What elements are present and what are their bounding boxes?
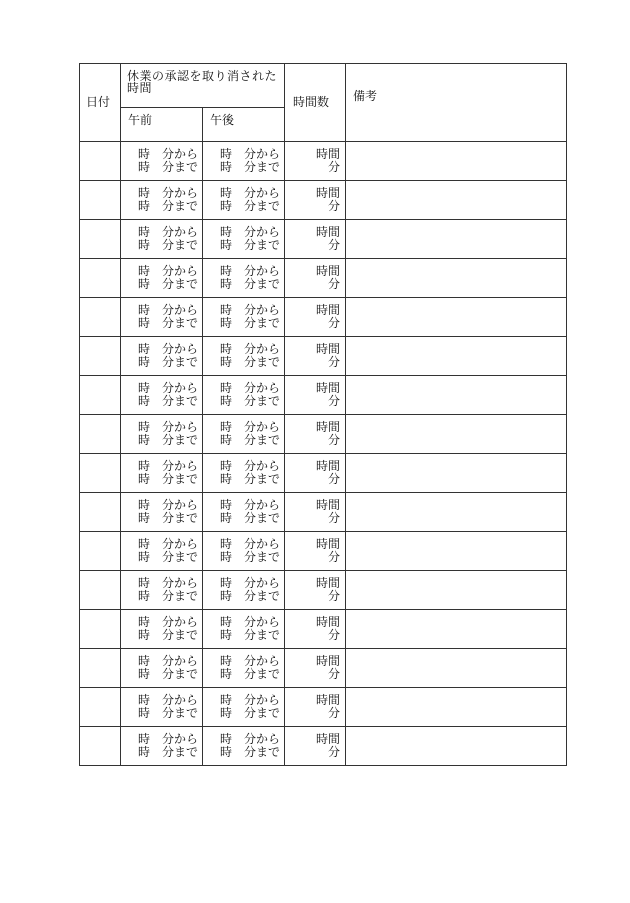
pm-header: 午後 (203, 108, 285, 142)
leave-cancellation-form-table (79, 63, 567, 766)
hours-unit-label: 時間 (315, 147, 340, 161)
hour-label: 時 (138, 654, 151, 668)
hours-unit-label: 時間 (315, 576, 340, 590)
from-label: 分から (244, 537, 281, 551)
hours-unit-label: 時間 (315, 615, 340, 629)
pm-time-cell[interactable] (203, 727, 285, 766)
from-label: 分から (162, 381, 199, 395)
from-label: 分から (244, 420, 281, 434)
from-label: 分から (162, 459, 199, 473)
date-cell[interactable] (80, 259, 121, 298)
remarks-cell[interactable] (346, 532, 567, 571)
hour-label: 時 (138, 420, 151, 434)
until-label: 分まで (162, 550, 199, 564)
hours-cell[interactable] (285, 220, 346, 259)
hour-label: 時 (220, 745, 233, 759)
hour-label: 時 (138, 433, 151, 447)
minutes-unit-label: 分 (327, 277, 340, 291)
remarks-cell[interactable] (346, 142, 567, 181)
pm-time-cell[interactable] (203, 688, 285, 727)
hour-label: 時 (138, 277, 151, 291)
pm-time-cell[interactable] (203, 220, 285, 259)
hour-label: 時 (220, 342, 233, 356)
hour-label: 時 (220, 667, 233, 681)
hour-label: 時 (220, 654, 233, 668)
minutes-unit-label: 分 (327, 550, 340, 564)
hour-label: 時 (220, 225, 233, 239)
remarks-cell[interactable] (346, 220, 567, 259)
from-label: 分から (244, 498, 281, 512)
hours-cell[interactable] (285, 376, 346, 415)
am-time-cell[interactable] (121, 727, 203, 766)
hour-label: 時 (138, 238, 151, 252)
hour-label: 時 (138, 186, 151, 200)
hour-label: 時 (138, 732, 151, 746)
until-label: 分まで (244, 238, 281, 252)
am-time-cell[interactable] (121, 415, 203, 454)
hour-label: 時 (138, 472, 151, 486)
from-label: 分から (162, 537, 199, 551)
hours-unit-label: 時間 (315, 420, 340, 434)
am-time-cell[interactable] (121, 298, 203, 337)
until-label: 分まで (162, 667, 199, 681)
hour-label: 時 (220, 199, 233, 213)
minutes-unit-label: 分 (327, 238, 340, 252)
hours-unit-label: 時間 (315, 654, 340, 668)
until-label: 分まで (244, 706, 281, 720)
pm-time-cell[interactable] (203, 493, 285, 532)
from-label: 分から (162, 693, 199, 707)
until-label: 分まで (162, 628, 199, 642)
table-row (80, 493, 567, 532)
remarks-cell[interactable] (346, 181, 567, 220)
minutes-unit-label: 分 (327, 628, 340, 642)
from-label: 分から (244, 264, 281, 278)
table-row (80, 376, 567, 415)
date-cell[interactable] (80, 610, 121, 649)
until-label: 分まで (244, 355, 281, 369)
date-cell[interactable] (80, 571, 121, 610)
hour-label: 時 (220, 732, 233, 746)
hour-label: 時 (220, 147, 233, 161)
am-time-cell[interactable] (121, 142, 203, 181)
hour-label: 時 (220, 706, 233, 720)
from-label: 分から (244, 693, 281, 707)
until-label: 分まで (162, 589, 199, 603)
pm-time-cell[interactable] (203, 337, 285, 376)
from-label: 分から (162, 420, 199, 434)
hour-label: 時 (138, 160, 151, 174)
hour-label: 時 (138, 511, 151, 525)
am-time-cell[interactable] (121, 259, 203, 298)
table-row (80, 727, 567, 766)
remarks-cell[interactable] (346, 571, 567, 610)
am-time-cell[interactable] (121, 337, 203, 376)
table-row (80, 610, 567, 649)
hour-label: 時 (220, 693, 233, 707)
table-row (80, 532, 567, 571)
minutes-unit-label: 分 (327, 589, 340, 603)
remarks-cell[interactable] (346, 454, 567, 493)
from-label: 分から (244, 342, 281, 356)
minutes-unit-label: 分 (327, 472, 340, 486)
table-row (80, 337, 567, 376)
hours-unit-label: 時間 (315, 459, 340, 473)
until-label: 分まで (162, 511, 199, 525)
hour-label: 時 (138, 667, 151, 681)
pm-time-cell[interactable] (203, 259, 285, 298)
hour-label: 時 (220, 316, 233, 330)
hour-label: 時 (138, 615, 151, 629)
until-label: 分まで (162, 160, 199, 174)
minutes-unit-label: 分 (327, 316, 340, 330)
hours-cell[interactable] (285, 571, 346, 610)
hour-label: 時 (220, 459, 233, 473)
until-label: 分まで (244, 667, 281, 681)
hour-label: 時 (138, 316, 151, 330)
hours-cell[interactable] (285, 415, 346, 454)
until-label: 分まで (162, 472, 199, 486)
table-row (80, 454, 567, 493)
am-time-cell[interactable] (121, 571, 203, 610)
minutes-unit-label: 分 (327, 160, 340, 174)
hours-cell[interactable] (285, 727, 346, 766)
hour-label: 時 (220, 498, 233, 512)
until-label: 分まで (244, 160, 281, 174)
hours-cell[interactable] (285, 142, 346, 181)
hour-label: 時 (220, 550, 233, 564)
table-row (80, 298, 567, 337)
until-label: 分まで (162, 355, 199, 369)
until-label: 分まで (162, 745, 199, 759)
until-label: 分まで (244, 316, 281, 330)
date-cell[interactable] (80, 181, 121, 220)
remarks-cell[interactable] (346, 610, 567, 649)
until-label: 分まで (162, 199, 199, 213)
hour-label: 時 (220, 433, 233, 447)
am-time-cell[interactable] (121, 493, 203, 532)
remarks-header: 備考 (346, 64, 567, 142)
hour-label: 時 (138, 745, 151, 759)
hour-label: 時 (138, 303, 151, 317)
hour-label: 時 (220, 472, 233, 486)
date-cell[interactable] (80, 376, 121, 415)
hours-unit-label: 時間 (315, 693, 340, 707)
table-row (80, 181, 567, 220)
hour-label: 時 (220, 628, 233, 642)
table-row (80, 649, 567, 688)
date-cell[interactable] (80, 493, 121, 532)
table-row (80, 688, 567, 727)
until-label: 分まで (244, 394, 281, 408)
remarks-cell[interactable] (346, 493, 567, 532)
hour-label: 時 (220, 381, 233, 395)
until-label: 分まで (162, 394, 199, 408)
am-time-cell[interactable] (121, 454, 203, 493)
hour-label: 時 (138, 459, 151, 473)
from-label: 分から (162, 225, 199, 239)
hour-label: 時 (220, 303, 233, 317)
remarks-cell[interactable] (346, 376, 567, 415)
table-row (80, 259, 567, 298)
hours-unit-label: 時間 (315, 186, 340, 200)
hour-label: 時 (220, 420, 233, 434)
minutes-unit-label: 分 (327, 745, 340, 759)
hour-label: 時 (138, 628, 151, 642)
hour-label: 時 (138, 225, 151, 239)
remarks-cell[interactable] (346, 259, 567, 298)
remarks-cell[interactable] (346, 337, 567, 376)
hour-label: 時 (138, 199, 151, 213)
hour-label: 時 (138, 264, 151, 278)
until-label: 分まで (244, 550, 281, 564)
pm-time-cell[interactable] (203, 415, 285, 454)
am-time-cell[interactable] (121, 181, 203, 220)
date-header: 日付 (80, 64, 121, 142)
pm-time-cell[interactable] (203, 376, 285, 415)
am-time-cell[interactable] (121, 688, 203, 727)
hours-cell[interactable] (285, 532, 346, 571)
minutes-unit-label: 分 (327, 706, 340, 720)
from-label: 分から (162, 303, 199, 317)
pm-time-cell[interactable] (203, 610, 285, 649)
hours-cell[interactable] (285, 181, 346, 220)
until-label: 分まで (162, 706, 199, 720)
minutes-unit-label: 分 (327, 355, 340, 369)
minutes-unit-label: 分 (327, 394, 340, 408)
hour-label: 時 (138, 589, 151, 603)
hour-label: 時 (138, 355, 151, 369)
pm-time-cell[interactable] (203, 298, 285, 337)
until-label: 分まで (162, 316, 199, 330)
date-cell[interactable] (80, 649, 121, 688)
am-time-cell[interactable] (121, 610, 203, 649)
pm-time-cell[interactable] (203, 649, 285, 688)
hours-cell[interactable] (285, 610, 346, 649)
hour-label: 時 (138, 498, 151, 512)
hours-unit-label: 時間 (315, 381, 340, 395)
hour-label: 時 (138, 706, 151, 720)
from-label: 分から (244, 147, 281, 161)
hours-unit-label: 時間 (315, 537, 340, 551)
hour-label: 時 (220, 186, 233, 200)
from-label: 分から (244, 654, 281, 668)
date-cell[interactable] (80, 298, 121, 337)
hour-label: 時 (220, 511, 233, 525)
hour-label: 時 (138, 550, 151, 564)
from-label: 分から (162, 498, 199, 512)
am-time-cell[interactable] (121, 376, 203, 415)
until-label: 分まで (244, 433, 281, 447)
hour-label: 時 (220, 615, 233, 629)
remarks-cell[interactable] (346, 688, 567, 727)
hours-cell[interactable] (285, 688, 346, 727)
hour-label: 時 (138, 381, 151, 395)
until-label: 分まで (244, 511, 281, 525)
am-header: 午前 (121, 108, 203, 142)
until-label: 分まで (244, 277, 281, 291)
from-label: 分から (162, 732, 199, 746)
hours-unit-label: 時間 (315, 225, 340, 239)
hours-unit-label: 時間 (315, 342, 340, 356)
hours-cell[interactable] (285, 493, 346, 532)
hour-label: 時 (138, 342, 151, 356)
from-label: 分から (244, 732, 281, 746)
am-time-cell[interactable] (121, 220, 203, 259)
until-label: 分まで (244, 628, 281, 642)
date-cell[interactable] (80, 337, 121, 376)
hours-unit-label: 時間 (315, 303, 340, 317)
from-label: 分から (162, 615, 199, 629)
until-label: 分まで (162, 277, 199, 291)
date-cell[interactable] (80, 454, 121, 493)
minutes-unit-label: 分 (327, 433, 340, 447)
hour-label: 時 (220, 238, 233, 252)
from-label: 分から (244, 225, 281, 239)
table-row (80, 220, 567, 259)
hour-label: 時 (220, 277, 233, 291)
from-label: 分から (162, 186, 199, 200)
hour-label: 時 (138, 394, 151, 408)
hours-cell[interactable] (285, 259, 346, 298)
hours-unit-label: 時間 (315, 732, 340, 746)
date-cell[interactable] (80, 727, 121, 766)
hour-label: 時 (220, 355, 233, 369)
pm-time-cell[interactable] (203, 571, 285, 610)
minutes-unit-label: 分 (327, 199, 340, 213)
hour-label: 時 (220, 589, 233, 603)
date-cell[interactable] (80, 415, 121, 454)
hour-label: 時 (220, 264, 233, 278)
hours-unit-label: 時間 (315, 264, 340, 278)
hours-cell[interactable] (285, 337, 346, 376)
from-label: 分から (162, 654, 199, 668)
date-cell[interactable] (80, 220, 121, 259)
from-label: 分から (244, 615, 281, 629)
from-label: 分から (244, 186, 281, 200)
from-label: 分から (244, 459, 281, 473)
header-row-1 (80, 64, 567, 108)
from-label: 分から (244, 303, 281, 317)
from-label: 分から (244, 381, 281, 395)
hour-label: 時 (138, 576, 151, 590)
hours-cell[interactable] (285, 298, 346, 337)
pm-time-cell[interactable] (203, 142, 285, 181)
cancelled-time-header: 休業の承認を取り消された時間 (121, 64, 285, 108)
am-time-cell[interactable] (121, 532, 203, 571)
pm-time-cell[interactable] (203, 532, 285, 571)
table-row (80, 142, 567, 181)
until-label: 分まで (244, 199, 281, 213)
table-row (80, 415, 567, 454)
until-label: 分まで (244, 745, 281, 759)
hour-label: 時 (138, 693, 151, 707)
until-label: 分まで (244, 472, 281, 486)
minutes-unit-label: 分 (327, 667, 340, 681)
from-label: 分から (162, 576, 199, 590)
hours-header: 時間数 (285, 64, 346, 142)
minutes-unit-label: 分 (327, 511, 340, 525)
hour-label: 時 (138, 537, 151, 551)
from-label: 分から (244, 576, 281, 590)
hours-cell[interactable] (285, 454, 346, 493)
date-cell[interactable] (80, 688, 121, 727)
remarks-cell[interactable] (346, 415, 567, 454)
hour-label: 時 (220, 160, 233, 174)
remarks-cell[interactable] (346, 649, 567, 688)
table-row (80, 571, 567, 610)
pm-time-cell[interactable] (203, 454, 285, 493)
hour-label: 時 (220, 576, 233, 590)
am-time-cell[interactable] (121, 649, 203, 688)
pm-time-cell[interactable] (203, 181, 285, 220)
hour-label: 時 (220, 394, 233, 408)
date-cell[interactable] (80, 532, 121, 571)
until-label: 分まで (162, 238, 199, 252)
until-label: 分まで (162, 433, 199, 447)
until-label: 分まで (244, 589, 281, 603)
remarks-cell[interactable] (346, 727, 567, 766)
date-cell[interactable] (80, 142, 121, 181)
from-label: 分から (162, 264, 199, 278)
hours-unit-label: 時間 (315, 498, 340, 512)
from-label: 分から (162, 147, 199, 161)
hour-label: 時 (138, 147, 151, 161)
from-label: 分から (162, 342, 199, 356)
remarks-cell[interactable] (346, 298, 567, 337)
hour-label: 時 (220, 537, 233, 551)
hours-cell[interactable] (285, 649, 346, 688)
